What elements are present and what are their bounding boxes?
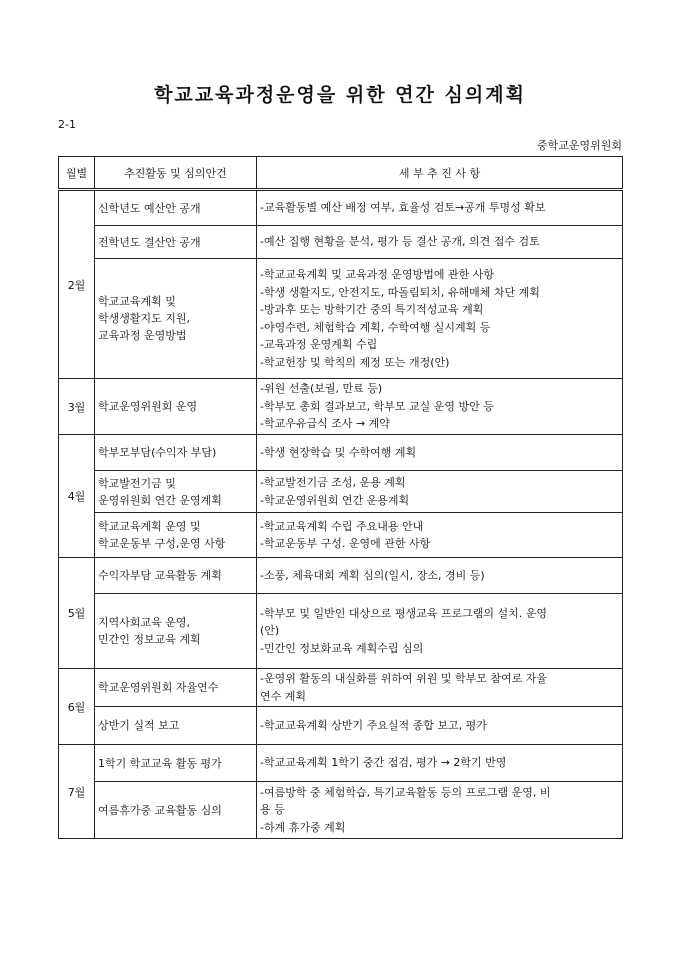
table-row <box>59 190 623 226</box>
topic-cell: 1학기 학교교육 활동 평가 <box>95 745 257 782</box>
table-row <box>59 379 623 435</box>
topic-cell: 학교교육계획 운영 및 학교운동부 구성,운영 사항 <box>95 513 257 558</box>
topic-cell: 학부모부담(수익자 부담) <box>95 435 257 471</box>
header-details: 세 부 추 진 사 항 <box>257 157 623 190</box>
detail-cell <box>257 594 623 669</box>
table-header-row <box>59 157 623 190</box>
detail-cell <box>257 471 623 513</box>
table-row <box>59 259 623 379</box>
topic-cell: 지역사회교육 운영, 민간인 정보교육 계획 <box>95 594 257 669</box>
detail-line: -학부모 및 일반인 대상으로 평생교육 프로그램의 설치. 운영 <box>260 606 547 620</box>
detail-cell <box>257 259 623 379</box>
table-row <box>59 513 623 558</box>
topic-cell: 상반기 실적 보고 <box>95 707 257 745</box>
topic-cell: 여름휴가중 교육활동 심의 <box>95 782 257 839</box>
organization-name: 중학교운영위원회 <box>536 139 622 152</box>
detail-cell <box>257 558 623 594</box>
detail-line: -학교교육계획 1학기 중간 점검, 평가 → 2학기 반영 <box>260 756 507 770</box>
table-row <box>59 594 623 669</box>
month-cell: 5월 <box>59 558 95 669</box>
detail-line: -학생 생활지도, 안전지도, 따돌림퇴치, 유해매체 차단 계획 <box>260 285 540 299</box>
table-row <box>59 558 623 594</box>
month-cell: 6월 <box>59 669 95 745</box>
detail-line: -학교운영위원회 연간 운용계획 <box>260 493 410 507</box>
topic-cell: 전학년도 결산안 공개 <box>95 226 257 259</box>
header-topic: 추진활동 및 심의안건 <box>95 157 257 190</box>
detail-line: -위원 선출(보궐, 만료 등) <box>260 382 383 396</box>
topic-cell: 학교발전기금 및 운영위원회 연간 운영계획 <box>95 471 257 513</box>
detail-line: -학교발전기금 조성, 운용 계획 <box>260 476 406 489</box>
detail-line: -운영위 활동의 내실화를 위하여 위원 및 학부모 참여로 자율 <box>260 672 547 685</box>
document-title: 학교교육과정운영을 위한 연간 심의계획 <box>154 84 526 106</box>
month-cell: 7월 <box>59 745 95 839</box>
detail-line: -예산 집행 현황을 분석, 평가 등 결산 공개, 의견 접수 검토 <box>260 235 540 249</box>
detail-cell <box>257 707 623 745</box>
topic-cell: 학교운영위원회 운영 <box>95 379 257 435</box>
table-row <box>59 669 623 707</box>
table-row <box>59 471 623 513</box>
detail-line: -학교운동부 구성. 운영에 관한 사항 <box>260 537 431 550</box>
document-number: 2-1 <box>58 118 76 131</box>
detail-cell <box>257 190 623 226</box>
detail-line: 연수 계획 <box>260 689 307 703</box>
month-cell: 4월 <box>59 435 95 558</box>
detail-cell <box>257 513 623 558</box>
detail-line: -교육과정 운영계획 수립 <box>260 338 378 351</box>
detail-line: -민간인 정보화교육 계획수립 심의 <box>260 641 424 655</box>
detail-cell <box>257 782 623 839</box>
table-row <box>59 782 623 839</box>
detail-line: -교육활동별 예산 배정 여부, 효율성 검토→공개 투명성 확보 <box>260 201 546 215</box>
topic-cell: 학교교육계획 및 학생생활지도 지원, 교육과정 운영방법 <box>95 259 257 379</box>
table-row <box>59 707 623 745</box>
detail-cell <box>257 745 623 782</box>
header-month: 월별 <box>59 157 95 190</box>
detail-line: -학교교육계획 상반기 주요실적 종합 보고, 평가 <box>260 718 487 732</box>
detail-line: -소풍, 체육대회 계획 심의(일시, 장소, 경비 등) <box>260 568 485 582</box>
detail-line: -여름방학 중 체험학습, 특기교육활동 등의 프로그램 운영, 비 <box>260 785 551 799</box>
detail-line: -하계 휴가중 계획 <box>260 820 346 834</box>
topic-cell: 수익자부담 교육활동 계획 <box>95 558 257 594</box>
detail-line: -학교우유급식 조사 → 계약 <box>260 417 390 431</box>
plan-table <box>58 156 623 839</box>
detail-line: -학부모 총회 결과보고, 학부모 교실 운영 방안 등 <box>260 399 494 413</box>
topic-cell: 학교운영위원회 자율연수 <box>95 669 257 707</box>
detail-cell <box>257 435 623 471</box>
month-cell: 3월 <box>59 379 95 435</box>
detail-line: (안) <box>260 624 280 638</box>
detail-line: 용 등 <box>260 803 285 817</box>
table-row <box>59 745 623 782</box>
detail-line: -방과후 또는 방학기간 중의 특기적성교육 계획 <box>260 303 484 316</box>
detail-cell <box>257 379 623 435</box>
detail-line: -학교교육계획 및 교육과정 운영방법에 관한 사항 <box>260 268 494 281</box>
table-row <box>59 226 623 259</box>
month-cell: 2월 <box>59 190 95 379</box>
detail-line: -학교헌장 및 학칙의 제정 또는 개정(안) <box>260 355 450 369</box>
table-row <box>59 435 623 471</box>
topic-cell: 신학년도 예산안 공개 <box>95 190 257 226</box>
detail-line: -학생 현장학습 및 수학여행 계획 <box>260 445 417 459</box>
detail-cell <box>257 226 623 259</box>
detail-cell <box>257 669 623 707</box>
detail-line: -야영수련, 체험학습 계획, 수학여행 실시계획 등 <box>260 320 491 334</box>
detail-line: -학교교육계획 수립 주요내용 안내 <box>260 519 424 533</box>
